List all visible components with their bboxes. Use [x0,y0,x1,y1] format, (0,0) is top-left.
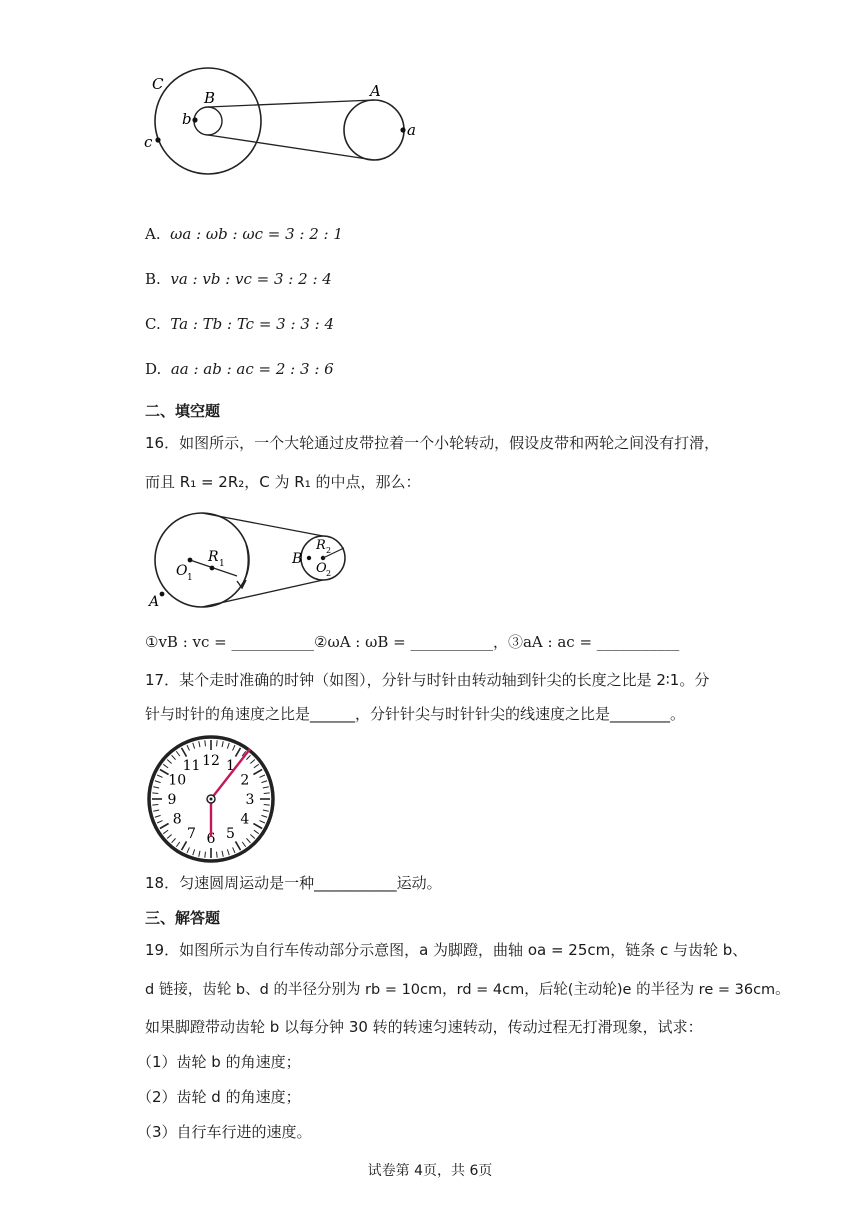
clock-tick [259,821,264,823]
clock-tick [160,770,169,775]
label-O1-sub: 1 [187,573,193,583]
clock-tick [155,781,161,783]
clock-tick [193,849,195,855]
clock-number: 5 [226,825,235,842]
clock-tick [253,824,262,829]
clock-tick [199,741,200,747]
clock-tick [227,849,229,855]
clock-number: 11 [182,758,201,775]
section-title-fill-blank: 二、填空题 [145,402,221,420]
clock-tick [222,851,223,857]
clock-tick [167,834,171,838]
label-R2: R [316,538,326,553]
q19-sub3: （3）自行车行进的速度。 [137,1123,312,1141]
clock-tick [182,748,187,757]
clock-tick [157,775,162,777]
clock-tick [157,821,162,823]
clock-tick [187,847,189,852]
label-R1-sub: 1 [219,559,225,569]
q19-sub2: （2）齿轮 d 的角速度； [137,1088,301,1106]
clock-tick [233,745,235,750]
section-title-answer: 三、解答题 [145,909,221,927]
clock-tick [176,842,180,847]
label-C: C [152,75,164,93]
clock-number: 2 [240,772,250,789]
label-R1: R [208,549,219,565]
clock-tick [199,851,200,857]
clock-tick [246,755,250,759]
q18-line1: 18．匀速圆周运动是一种___________运动。 [145,874,442,892]
label-O2-sub: 2 [326,569,332,578]
clock-tick [172,838,176,842]
clock-tick [222,741,223,747]
clock-number: 4 [240,811,250,828]
clock-number: 6 [206,831,216,847]
clock-tick [227,743,229,749]
clock-tick [167,760,171,764]
q19-line2: d 链接，齿轮 b、d 的半径分别为 rb = 10cm，rd = 4cm，后轮(主动轮)e 的半径为 re = 36cm。 [145,982,790,998]
label-O2: O [316,561,327,576]
q16-line2: 而且 R₁ = 2R₂，C 为 R₁ 的中点，那么： [145,473,421,491]
clock-number: 1 [226,758,235,775]
clock-tick [217,852,218,858]
clock-tick [205,740,206,746]
clock-tick [250,834,254,838]
option-b: B. va : vb : vc = 3 : 2 : 4 [145,270,332,288]
q19-line1: 19．如图所示为自行车传动部分示意图，a 为脚蹬，曲轴 oa = 25cm，链条 c 与齿轮 b、 [145,941,748,959]
q19-line3: 如果脚蹬带动齿轮 b 以每分钟 30 转的转速匀速转动，传动过程无打滑现象，试求： [145,1018,703,1036]
label-B2: B [292,551,303,567]
clock-tick [155,815,161,817]
clock-number: 10 [168,772,187,789]
q16-line1: 16．如图所示，一个大轮通过皮带拉着一个小轮转动，假设皮带和两轮之间没有打滑， [145,434,720,452]
clock-tick [152,793,158,794]
clock-number: 3 [245,792,255,808]
clock-tick [253,770,262,775]
clock-tick [254,764,259,768]
clock-tick [250,760,254,764]
clock-tick [264,793,270,794]
clock-tick [205,852,206,858]
clock-number: 7 [187,825,196,842]
clock-tick [160,824,169,829]
q19-sub1: （1）齿轮 b 的角速度； [137,1053,301,1071]
figure-belt-drive-1 [140,65,430,185]
clock-tick [259,775,264,777]
clock-tick [236,841,241,850]
clock-tick [163,830,168,834]
page-footer: 试卷第 4页，共 6页 [367,1163,493,1179]
q17-line2: 针与时针的角速度之比是______，分针针尖与时针针尖的线速度之比是________。 [145,705,686,723]
label-A: A [370,82,381,100]
clock-tick [152,805,158,806]
clock-number: 9 [167,792,177,808]
clock-number: 8 [172,811,182,828]
clock-number: 12 [202,753,220,769]
clock-tick [182,841,187,850]
label-O1: O [176,563,188,579]
clock-tick [193,743,195,749]
figure-clock [146,734,276,864]
clock-tick [263,810,269,811]
clock-tick [261,815,267,817]
clock-tick [254,830,259,834]
label-A2: A [149,594,160,610]
option-a: A. ωa : ωb : ωc = 3 : 2 : 1 [145,225,343,243]
clock-tick [246,838,250,842]
clock-tick [236,748,241,757]
clock-tick [153,787,159,788]
clock-tick [172,755,176,759]
clock-tick [263,787,269,788]
clock-tick [264,805,270,806]
label-B: B [204,89,216,107]
option-c: C. Ta : Tb : Tc = 3 : 3 : 4 [145,315,334,333]
label-c: c [144,133,153,151]
clock-tick [153,810,159,811]
figure-belt-drive-2 [140,512,355,612]
option-d: D. aa : ab : ac = 2 : 3 : 6 [145,360,334,378]
q17-line1: 17．某个走时准确的时钟（如图），分针与时针由转动轴到针尖的长度之比是 2∶1。分 [145,671,710,689]
q16-blanks: ①vB : vc = ___________②ωA : ωB = ___________，③aA : ac = ___________ [145,633,680,651]
clock-tick [242,842,246,847]
label-R2-sub: 2 [326,546,332,555]
clock-tick [261,781,267,783]
clock-tick [187,745,189,750]
clock-tick [217,740,218,746]
label-b: b [182,110,192,128]
label-a: a [407,121,416,139]
clock-tick [233,847,235,852]
clock-tick [176,751,180,756]
clock-tick [163,764,168,768]
